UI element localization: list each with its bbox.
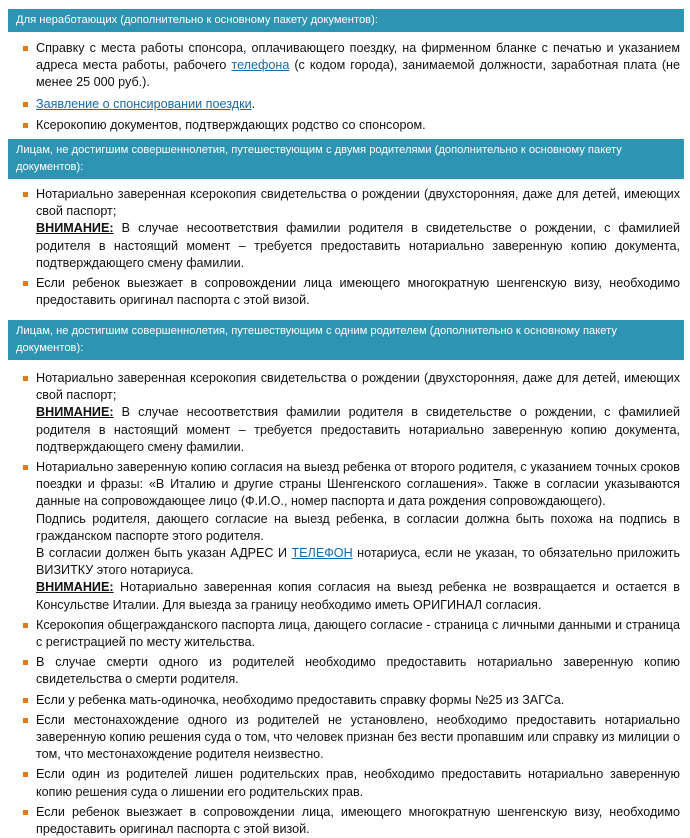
bullet-icon [23,281,28,286]
attention-label: ВНИМАНИЕ: [36,405,114,420]
list-item: Заявление о спонсировании поездки. [0,96,690,113]
list-item: В случае смерти одного из родителей необходимо предоставить нотариально заверенную копию свидетельства о смерти родителя. [0,654,690,688]
bullet-icon [23,623,28,628]
bullet-icon [23,810,28,815]
list-item: Если ребенок выезжает в сопровождении лица, имеющего многократную шенгенскую визу, необходимо предоставить оригинал паспорта с этой визой. [0,804,690,838]
list-unemployed [0,40,690,134]
bullet-icon [23,465,28,470]
bullet-icon [23,718,28,723]
bullet-icon [23,376,28,381]
attention-label: ВНИМАНИЕ: [36,580,114,595]
bullet-icon [23,102,28,107]
phone-link[interactable]: телефона [231,58,290,73]
list-item: Ксерокопия общегражданского паспорта лица, дающего согласие - страница с личными данными и страница с регистрацией по месту жительства. [0,617,690,651]
bullet-icon [23,192,28,197]
list-item: Нотариально заверенная ксерокопия свидетельства о рождении (двухсторонняя, даже для детей, имеющих свой паспорт; ВНИМАНИЕ: В случае несоответствия фамилии родителя в свидетельстве о рождении, с фамилией родителя в настоящий момент – требуется предоставить нотариально заверенную копию документа, подтверждающего смену фамилии. [0,186,690,272]
section-header-one-parent: Лицам, не достигшим совершеннолетия, путешествующим с одним родителем (дополнительно к основному пакету документов): [8,320,684,360]
list-item: Если у ребенка мать-одиночка, необходимо предоставить справку формы №25 из ЗАГСа. [0,692,690,709]
section-header-two-parents: Лицам, не достигшим совершеннолетия, путешествующим с двумя родителями (дополнительно к основному пакету документов): [8,139,684,179]
list-two-parents [0,186,690,309]
list-item: Справку с места работы спонсора, оплачивающего поездку, на фирменном бланке с печатью и указанием адреса места работы, рабочего телефона (с кодом города), занимаемой должности, заработная плата (не менее 25 000 руб.). [0,40,690,92]
bullet-icon [23,772,28,777]
list-item: Нотариально заверенная ксерокопия свидетельства о рождении (двухсторонняя, даже для детей, имеющих свой паспорт; ВНИМАНИЕ: В случае несоответствия фамилии родителя в свидетельстве о рождении, с фамилией родителя в настоящий момент – требуется предоставить нотариально заверенную копию документа, подтверждающего смену фамилии. [0,370,690,456]
bullet-icon [23,46,28,51]
list-item: Если один из родителей лишен родительских прав, необходимо предоставить нотариально заверенную копию решения суда о лишении его родительских прав. [0,766,690,800]
sponsorship-statement-link[interactable]: Заявление о спонсировании поездки [36,96,252,111]
list-item: Нотариально заверенную копию согласия на выезд ребенка от второго родителя, с указанием точных сроков поездки и фразы: «В Италию и другие страны Шенгенского соглашения». Также в согласии указываются данные на сопровождающее лицо (Ф.И.О., номер паспорта и дата рождения сопровождающего). Подпись родителя, дающего согласие на выезд ребенка, в согласии должна быть похожа на подпись в гражданском паспорте этого родителя. В согласии должен быть указан АДРЕС И ТЕЛЕФОН нотариуса, если не указан, то обязательно приложить ВИЗИТКУ этого нотариуса. ВНИМАНИЕ: Нотариально заверенная копия согласия на выезд ребенка не возвращается и остается в Консульстве Италии. Для выезда за границу необходимо иметь ОРИГИНАЛ согласия. [0,459,690,614]
bullet-icon [23,660,28,665]
list-item: Ксерокопию документов, подтверждающих родство со спонсором. [0,117,690,134]
list-item: Если местонахождение одного из родителей не установлено, необходимо предоставить нотариально заверенную копию решения суда о том, что человек признан без вести пропавшим или справку из милиции о том, что местонахождение родителя неизвестно. [0,712,690,764]
list-item: Если ребенок выезжает в сопровождении лица имеющего многократную шенгенскую визу, необходимо предоставить оригинал паспорта с этой визой. [0,275,690,309]
list-one-parent [0,370,690,838]
notary-phone-link[interactable]: ТЕЛЕФОН [291,546,353,561]
bullet-icon [23,123,28,128]
attention-label: ВНИМАНИЕ: [36,221,114,236]
section-header-unemployed: Для неработающих (дополнительно к основному пакету документов): [8,9,684,32]
bullet-icon [23,698,28,703]
